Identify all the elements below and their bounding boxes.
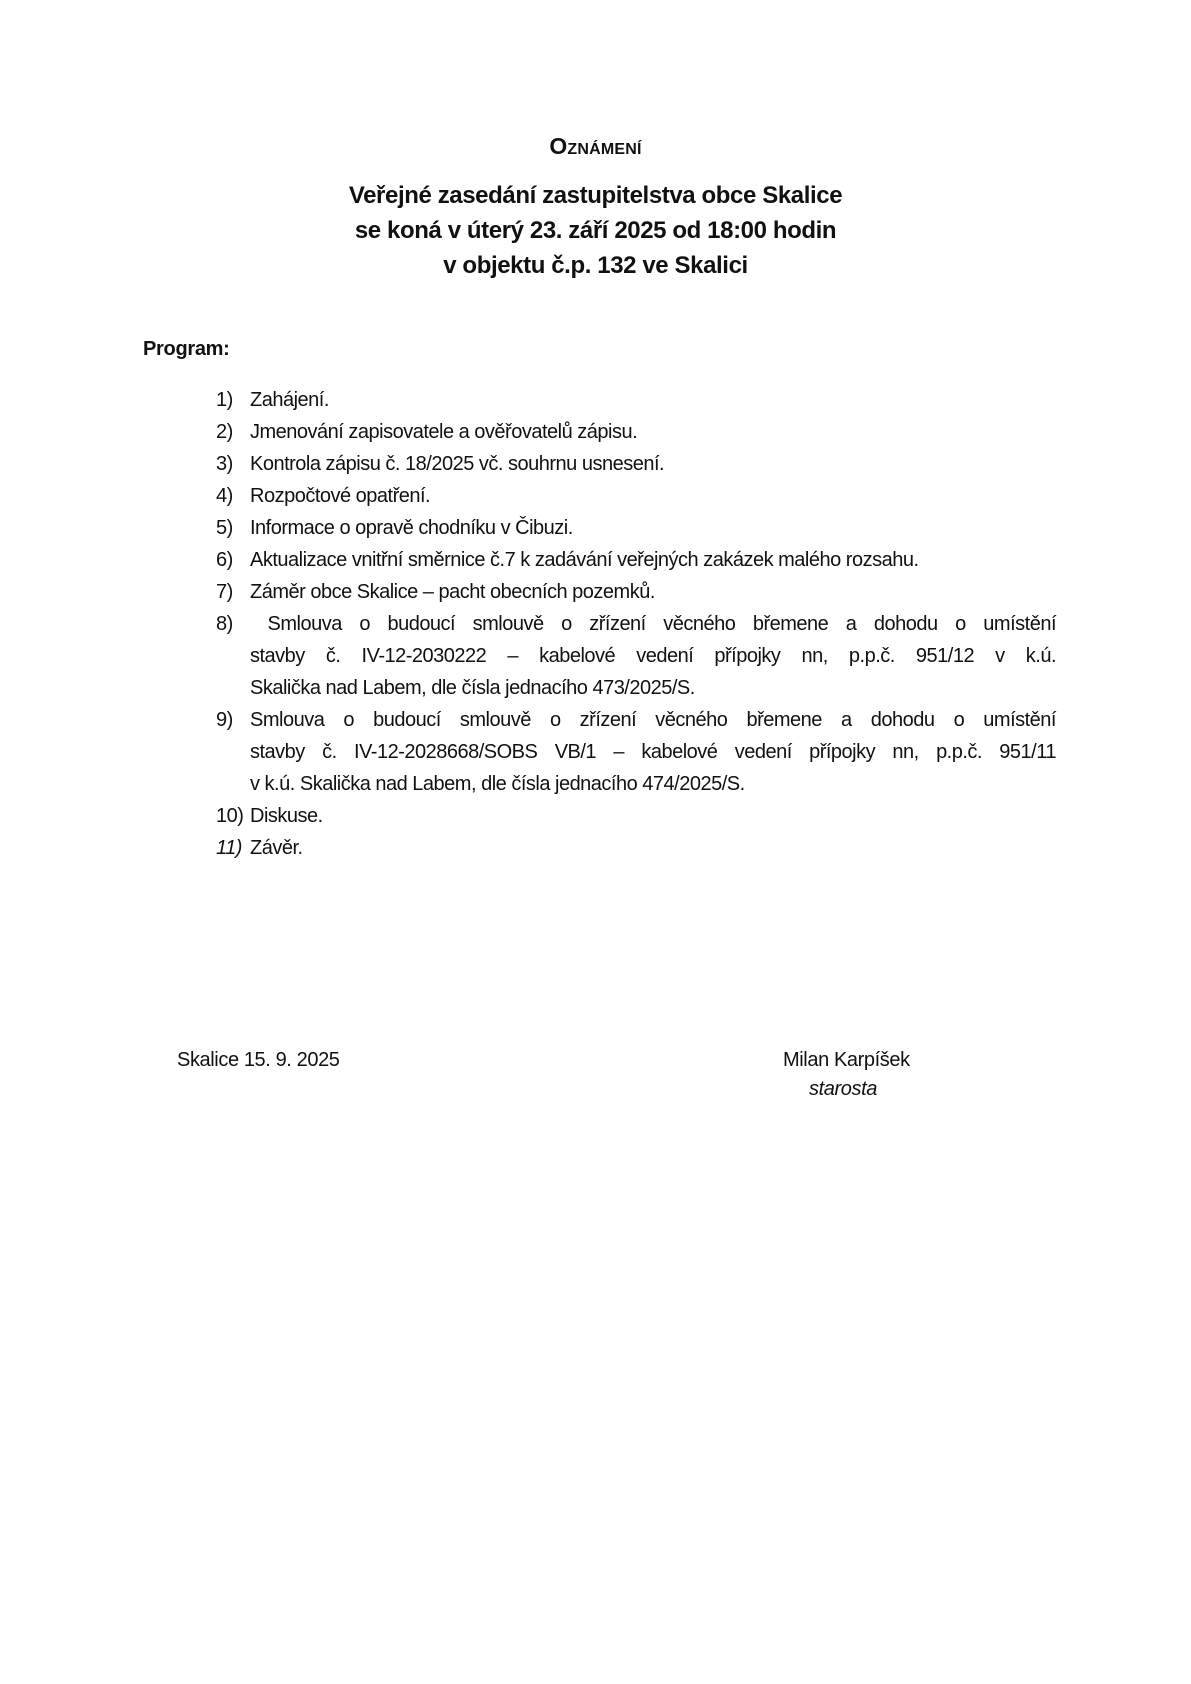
- meeting-heading: [0, 178, 1191, 283]
- agenda-item-number: 8): [216, 613, 233, 635]
- agenda-item-number: 1): [216, 389, 233, 411]
- agenda-item: [216, 384, 1056, 416]
- agenda-item-text: Diskuse.: [250, 805, 323, 827]
- agenda-item-text-line: Smlouva o budoucí smlouvě o zřízení věcného břemene a dohodu o umístění: [250, 613, 1056, 635]
- agenda-item-text: Aktualizace vnitřní směrnice č.7 k zadávání veřejných zakázek malého rozsahu.: [250, 549, 919, 571]
- heading-line: Veřejné zasedání zastupitelstva obce Skalice: [348, 182, 843, 209]
- agenda-item-text: Závěr.: [250, 837, 303, 859]
- agenda-item: [216, 448, 1056, 480]
- agenda-item-number: 11): [216, 837, 242, 859]
- agenda-item: [216, 512, 1056, 544]
- signer-role: starosta: [809, 1078, 877, 1100]
- agenda-item-number: 7): [216, 581, 233, 603]
- agenda-item-text-line: stavby č. IV-12-2030222 – kabelové vedení přípojky nn, p.p.č. 951/12 v k.ú.: [250, 645, 1056, 667]
- agenda-item-number: 6): [216, 549, 233, 571]
- agenda-item: [216, 480, 1056, 512]
- agenda-item-number: 5): [216, 517, 233, 539]
- agenda-item-number: 9): [216, 709, 233, 731]
- agenda-list: [216, 384, 1056, 864]
- agenda-item-text: Záměr obce Skalice – pacht obecních pozemků.: [250, 581, 655, 603]
- agenda-item: [216, 416, 1056, 448]
- agenda-item-text-line: v k.ú. Skalička nad Labem, dle čísla jednacího 474/2025/S.: [250, 773, 745, 795]
- agenda-item-text: Jmenování zapisovatele a ověřovatelů zápisu.: [250, 421, 638, 443]
- program-label: Program:: [143, 338, 230, 360]
- agenda-item-number: 4): [216, 485, 233, 507]
- agenda-item: [216, 832, 1056, 864]
- heading-line: se koná v úterý 23. září 2025 od 18:00 hodin: [354, 217, 837, 244]
- signer-name: Milan Karpíšek: [783, 1049, 910, 1071]
- agenda-item-text-line: Skalička nad Labem, dle čísla jednacího 473/2025/S.: [250, 677, 695, 699]
- agenda-item-text: Informace o opravě chodníku v Čibuzi.: [250, 517, 573, 539]
- agenda-item: [216, 576, 1056, 608]
- agenda-item: [216, 544, 1056, 576]
- signoff: [0, 1049, 1191, 1109]
- agenda-item-number: 10): [216, 805, 244, 827]
- agenda-item: [216, 704, 1056, 800]
- agenda-item-text: Rozpočtové opatření.: [250, 485, 431, 507]
- place-and-date: Skalice 15. 9. 2025: [177, 1049, 340, 1071]
- agenda-item-text-line: stavby č. IV-12-2028668/SOBS VB/1 – kabelové vedení přípojky nn, p.p.č. 951/11: [250, 741, 1056, 763]
- agenda-item-number: 3): [216, 453, 233, 475]
- agenda-item-number: 2): [216, 421, 233, 443]
- agenda-item-text-line: Smlouva o budoucí smlouvě o zřízení věcného břemene a dohodu o umístění: [250, 709, 1056, 731]
- agenda-item: [216, 608, 1056, 704]
- agenda-item-text: Zahájení.: [250, 389, 329, 411]
- agenda-item: [216, 800, 1056, 832]
- heading-line: v objektu č.p. 132 ve Skalici: [443, 252, 748, 279]
- agenda-item-text: Kontrola zápisu č. 18/2025 vč. souhrnu usnesení.: [250, 453, 665, 475]
- document-title: Oznámení: [549, 133, 642, 159]
